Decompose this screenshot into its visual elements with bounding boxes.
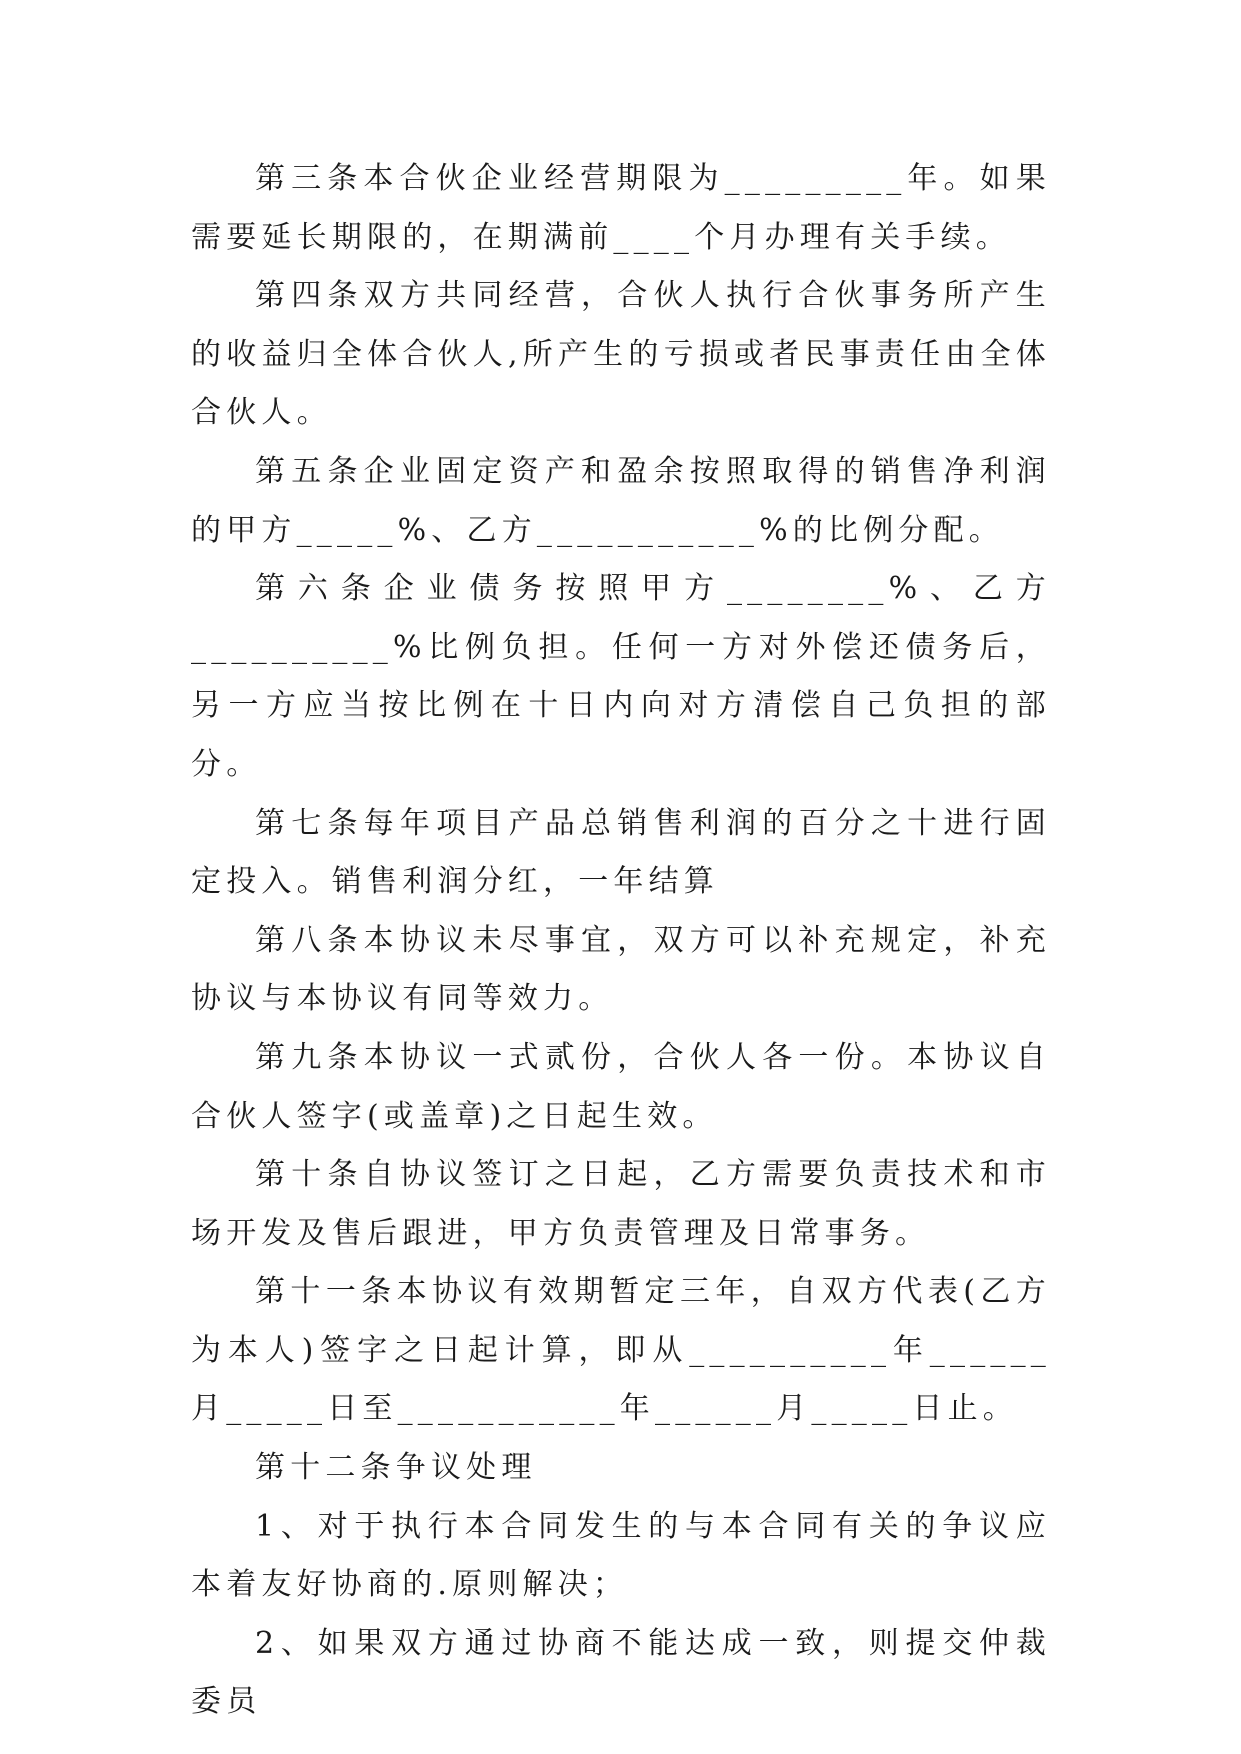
dispute-item-1: 1、对于执行本合同发生的与本合同有关的争议应本着友好协商的.原则解决；: [191, 1508, 1051, 1603]
clause-12-heading: 第十二条争议处理: [255, 1450, 537, 1486]
document-body: [191, 150, 1051, 1732]
clause-8: 第八条本协议未尽事宜，双方可以补充规定，补充协议与本协议有同等效力。: [191, 922, 1051, 1017]
dispute-item-2: 2、如果双方通过协商不能达成一致，则提交仲裁委员: [191, 1625, 1051, 1720]
clause-10: 第十条自协议签订之日起，乙方需要负责技术和市场开发及售后跟进，甲方负责管理及日常事务。: [191, 1157, 1051, 1251]
clause-6: 第六条企业债务按照甲方________%、乙方__________%比例负担。任何一方对外偿还债务后，另一方应当按比例在十日内向对方清偿自己负担的部分。: [191, 571, 1051, 782]
clause-7: 第七条每年项目产品总销售利润的百分之十进行固定投入。销售利润分红，一年结算: [191, 805, 1051, 900]
clause-5: 第五条企业固定资产和盈余按照取得的销售净利润的甲方_____%、乙方___________%的比例分配。: [191, 453, 1051, 548]
clause-3: 第三条本合伙企业经营期限为_________年。如果需要延长期限的，在期满前____个月办理有关手续。: [191, 161, 1051, 255]
clause-9: 第九条本协议一式贰份，合伙人各一份。本协议自合伙人签字(或盖章)之日起生效。: [191, 1039, 1051, 1134]
clause-11: 第十一条本协议有效期暂定三年，自双方代表(乙方为本人)签字之日起计算，即从__________年______月_____日至___________年______月_____日止。: [191, 1274, 1051, 1427]
clause-4: 第四条双方共同经营，合伙人执行合伙事务所产生的收益归全体合伙人,所产生的亏损或者民事责任由全体合伙人。: [191, 278, 1051, 431]
